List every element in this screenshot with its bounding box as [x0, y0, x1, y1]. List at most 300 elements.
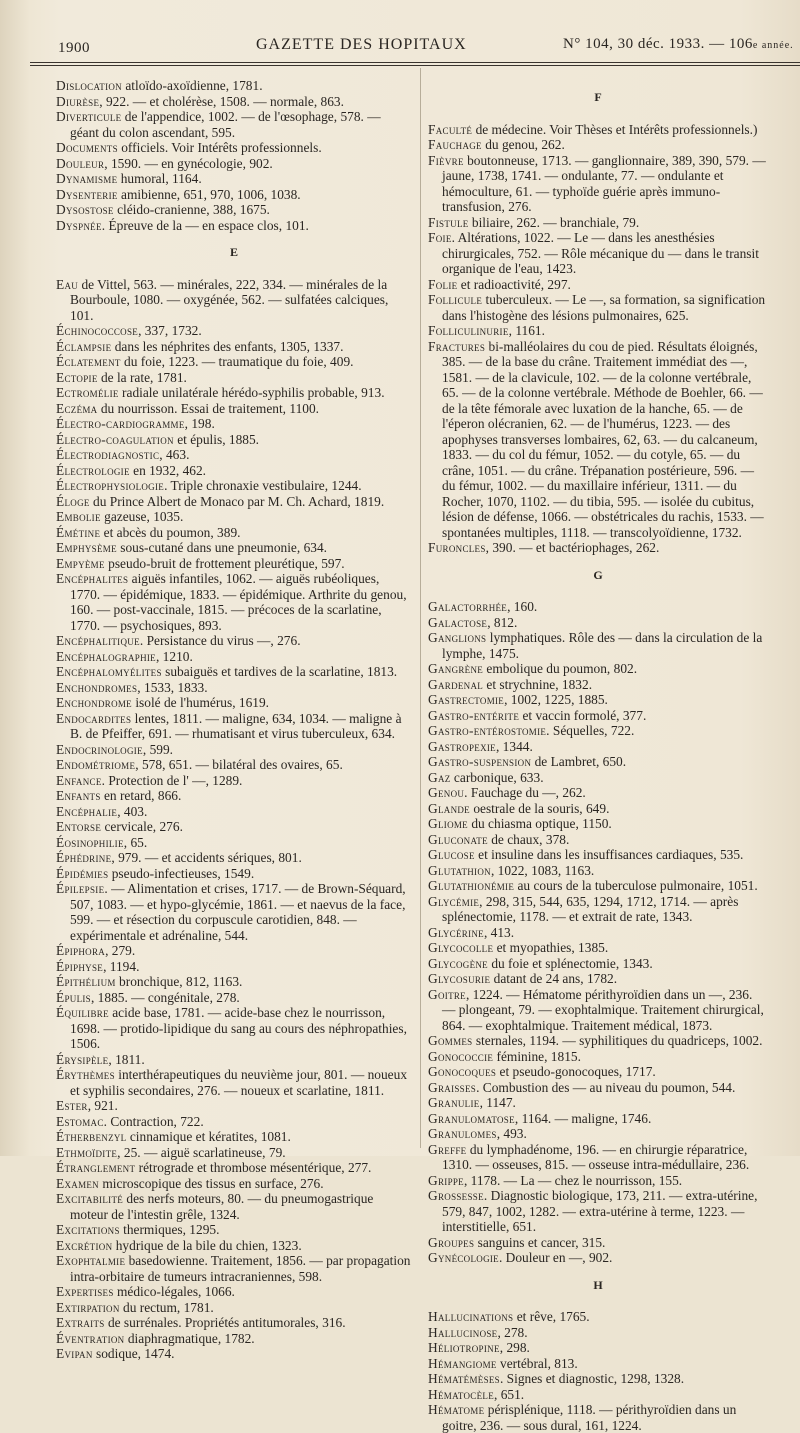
index-entry-dislocation	[56, 78, 412, 94]
entry-references: , 1885. — congénitale, 278.	[90, 989, 240, 1005]
entry-headword: Hématome	[428, 1402, 485, 1417]
entry-references: et myopathies, 1385.	[493, 940, 609, 955]
entry-headword: Éventration	[56, 1330, 125, 1346]
entry-references: , 1178. — La — chez le nourrisson, 155.	[463, 1172, 683, 1188]
entry-references: aiguës infantiles, 1062. — aiguës rubéoliques, 1770. — épidémique, 1833. — épidémique. Arthrite du genou, 160. — post-vaccinale, 1815. — précoces de la scarlatine, 1770. — psychosiques, 893.	[70, 571, 407, 633]
index-entry-ephedrine	[56, 850, 412, 866]
index-entry-folliculinurie	[428, 323, 768, 339]
index-entry-gommes	[428, 1033, 768, 1049]
index-entry-electrophysiologie	[56, 478, 412, 494]
index-entry-glutathion	[428, 863, 768, 879]
entry-references: , 493.	[496, 1126, 527, 1141]
entry-headword: Érysipèle	[56, 1051, 109, 1067]
index-entry-gangrene	[428, 661, 768, 677]
entry-headword: Exophtalmie	[56, 1253, 126, 1268]
index-entry-glande	[428, 801, 768, 817]
entry-references: tuberculeux. — Le —, sa formation, sa signification dans l'histogène des lésions pulmonaires, 625.	[442, 292, 766, 323]
index-entry-equilibre	[56, 1005, 412, 1052]
index-entry-hallucinations	[428, 1309, 768, 1325]
index-entry-electrologie	[56, 463, 412, 479]
entry-references: et insuline dans les insuffisances cardiaques, 535.	[474, 847, 744, 862]
entry-references: , 25. — aiguë scarlatineuse, 79.	[117, 1144, 286, 1160]
entry-headword: Échinococcose	[56, 323, 139, 338]
entry-headword: Éclampsie	[56, 338, 112, 354]
index-entry-endocrinologie	[56, 742, 412, 758]
entry-headword: Follicule	[428, 292, 483, 307]
entry-references: . Persistance du virus —, 276.	[139, 633, 301, 648]
header-rule-thin	[30, 65, 800, 66]
issue-main: N° 104, 30 déc. 1933. — 106	[563, 36, 753, 52]
entry-headword: Épithélium	[56, 974, 116, 989]
entry-references: de Lambret, 650.	[531, 754, 627, 769]
index-entry-entorse	[56, 819, 412, 835]
index-entry-electro-cardiogramme	[56, 416, 412, 432]
index-entry-empyeme	[56, 556, 412, 572]
entry-headword: Dynamisme	[56, 171, 118, 186]
index-entry-ganglions	[428, 630, 768, 661]
entry-references: , 651.	[494, 1386, 525, 1402]
index-entry-dynamisme	[56, 171, 412, 187]
entry-references: , 298, 315, 544, 635, 1294, 1712, 1714. — après splénectomie, 1178. — et extrait de rate, 1343.	[442, 893, 739, 924]
index-entry-grippe	[428, 1173, 768, 1189]
entry-references: atloïdo-axoïdienne, 1781.	[121, 78, 263, 93]
index-entry-granulie	[428, 1095, 768, 1111]
entry-references: radiale unilatérale hérédo-syphilis probable, 913.	[118, 385, 385, 400]
entry-references: embolique du poumon, 802.	[483, 661, 638, 676]
entry-references: , 1344.	[495, 738, 533, 754]
entry-headword: Ethmoïdite	[56, 1144, 118, 1160]
entry-references: , 198.	[184, 416, 215, 431]
entry-references: pseudo-infectieuses, 1549.	[108, 865, 255, 881]
entry-references: en retard, 866.	[100, 788, 182, 803]
entry-headword: Granulie	[428, 1095, 480, 1110]
entry-references: . Protection de l' —, 1289.	[101, 772, 243, 788]
entry-references: du foie et splénectomie, 1343.	[487, 955, 653, 971]
entry-references: , 403.	[117, 803, 148, 819]
entry-references: , 65.	[123, 834, 148, 850]
entry-headword: Encéphalitique	[56, 633, 140, 648]
entry-headword: Encéphalites	[56, 571, 129, 586]
index-entry-furoncles	[428, 540, 768, 556]
entry-references: bi-malléolaires du cou de pied. Résultats éloignés, 385. — de la base du crâne. Traitement immédiat des —, 1581. — de la clavicule, 102. — de la colonne vertébrale, 65. — de la colonne vertébrale. Méthode de Boehler, 66. — de la tête fémorale avec luxation de la hanche, 65. — de l'éperon olécranien, 62. — de l'humérus, 1223. — des apophyses transverses lombaires, 62, 63. — du calcaneum, 1833. — du col du fémur, 1052. — du cotyle, 65. — du crâne, 1051. — du crâne. Trépanation postérieure, 596. — du fémur, 1002. — du maxillaire inférieur, 1311. — du Rocher, 1070, 1102. — du tibia, 595. — isolée du cubitus, lésion de défense, 1066. — obstétricales du rachis, 1533. — spontanées multiples, 1118. — transcolyoïdienne, 1732.	[442, 338, 764, 540]
index-entry-encephalomyelites	[56, 664, 412, 680]
entry-headword: Extirpation	[56, 1299, 120, 1315]
entry-headword: Gastro-entérite	[428, 707, 520, 723]
entry-references: médico-légales, 1066.	[113, 1284, 235, 1299]
entry-headword: Gynécologie	[428, 1250, 499, 1265]
index-entry-ectromelie	[56, 385, 412, 401]
index-entry-etherbenzyl	[56, 1129, 412, 1145]
entry-headword: Hémangiome	[428, 1355, 497, 1371]
entry-references: , 1533, 1833.	[137, 679, 208, 695]
entry-headword: Glycérine	[428, 924, 484, 940]
entry-headword: Glycosurie	[428, 971, 491, 986]
entry-headword: Enchondrome	[56, 695, 132, 710]
entry-references: et épulis, 1885.	[173, 431, 260, 447]
entry-references: du lymphadénome, 196. — en chirurgie réparatrice, 1310. — osseuses, 815. — osseuse intra-médullaire, 236.	[442, 1141, 750, 1172]
entry-headword: Galactose	[428, 614, 488, 630]
entry-references: , 1811.	[108, 1051, 145, 1067]
entry-headword: Étherbenzyl	[56, 1129, 127, 1144]
entry-references: en 1932, 462.	[129, 462, 207, 478]
entry-references: , 812.	[487, 614, 518, 630]
section-letter-e: E	[229, 245, 238, 259]
index-entry-diurese	[56, 94, 412, 110]
index-entry-ester	[56, 1098, 412, 1114]
entry-headword: Graisses	[428, 1079, 477, 1095]
entry-headword: Électrophysiologie	[56, 478, 165, 493]
column-divider	[420, 68, 421, 1148]
entry-references: . Diagnostic biologique, 173, 211. — extra-utérine, 579, 847, 1002, 1282. — extra-utérine à terme, 1223. — interstitielle, 651.	[442, 1188, 758, 1234]
index-entry-glucose	[428, 847, 768, 863]
entry-references: gazeuse, 1035.	[100, 509, 184, 524]
entry-headword: Glycogène	[428, 955, 488, 971]
index-entry-glycerine	[428, 925, 768, 941]
index-entry-gastropexie	[428, 739, 768, 755]
entry-references: , 279.	[105, 943, 136, 958]
entry-references: du foie, 1223. — traumatique du foie, 409.	[120, 354, 354, 369]
entry-references: bronchique, 812, 1163.	[115, 974, 243, 989]
entry-headword: Gangrène	[428, 661, 484, 676]
entry-references: et pseudo-gonocoques, 1717.	[496, 1064, 656, 1079]
entry-references: . Fauchage du —, 262.	[464, 785, 586, 800]
entry-references: sanguins et cancer, 315.	[474, 1234, 606, 1250]
index-entry-gastro-enterostomie	[428, 723, 768, 739]
entry-headword: Grippe	[428, 1172, 464, 1188]
entry-references: cinnamique et kératites, 1081.	[126, 1129, 291, 1144]
entry-headword: Eau	[56, 276, 79, 292]
entry-headword: Gaz	[428, 769, 451, 785]
index-entry-glycosurie	[428, 971, 768, 987]
entry-references: cléido-cranienne, 388, 1675.	[113, 202, 270, 217]
index-entry-hemangiome	[428, 1356, 768, 1372]
entry-headword: Ganglions	[428, 630, 487, 645]
entry-references: , 578, 651. — bilatéral des ovaires, 65.	[135, 757, 343, 772]
entry-references: et rêve, 1765.	[513, 1309, 590, 1324]
section-letter-h: H	[593, 1277, 603, 1292]
entry-headword: Éphédrine	[56, 850, 112, 865]
entry-references: basedowienne. Traitement, 1856. — par propagation intra-orbitaire de tumeurs intracraniennes, 598.	[70, 1253, 411, 1284]
index-entry-extraits	[56, 1315, 412, 1331]
index-entry-echinococcose	[56, 323, 412, 339]
entry-references: , 922. — et cholérèse, 1508. — normale, 863.	[99, 93, 344, 109]
index-entry-gastro-enterite	[428, 708, 768, 724]
index-entry-erythemes	[56, 1067, 412, 1098]
index-entry-grossesse	[428, 1188, 768, 1235]
index-entry-granulomes	[428, 1126, 768, 1142]
index-entry-genou	[428, 785, 768, 801]
entry-headword: Expertises	[56, 1284, 114, 1299]
index-entry-dysenterie	[56, 187, 412, 203]
entry-references: , 1194.	[103, 958, 140, 974]
index-entry-epithelium	[56, 974, 412, 990]
entry-headword: Ectromélie	[56, 385, 119, 400]
index-entry-documents	[56, 140, 412, 156]
entry-references: de Vittel, 563. — minérales, 222, 334. — minérales de la Bourboule, 1080. — oxygénée, 562. — sulfatées calciques, 101.	[70, 276, 389, 323]
entry-headword: Diverticule	[56, 109, 122, 124]
index-entry-fistule	[428, 215, 768, 231]
entry-references: de la rate, 1781.	[97, 369, 187, 385]
entry-headword: Électrologie	[56, 462, 130, 478]
index-entry-encephalographie	[56, 649, 412, 665]
entry-references: sternales, 1194. — syphilitiques du quadriceps, 1002.	[472, 1033, 763, 1048]
entry-references: . Altérations, 1022. — Le — dans les anesthésies chirurgicales, 752. — Rôle mécanique du — dans le transit organique de l'eau, 1423.	[442, 230, 759, 276]
entry-headword: Épulis	[56, 989, 91, 1005]
index-entry-emphyseme	[56, 540, 412, 556]
index-entry-electrodiagnostic	[56, 447, 412, 463]
index-entry-hematome	[428, 1402, 768, 1433]
index-entry-estomac	[56, 1114, 412, 1130]
index-entry-eventration	[56, 1331, 412, 1347]
entry-references: des nerfs moteurs, 80. — du pneumogastrique moteur de l'intestin grêle, 1324.	[70, 1191, 374, 1222]
entry-references: , 1161.	[508, 323, 545, 338]
entry-references: microscopique des tissus en surface, 276.	[98, 1175, 324, 1191]
entry-headword: Granulomes	[428, 1126, 497, 1141]
index-entry-encephalitique	[56, 633, 412, 649]
index-entry-enchondrome	[56, 695, 412, 711]
entry-headword: Hallucinose	[428, 1324, 498, 1340]
index-entry-gonococcie	[428, 1049, 768, 1065]
entry-references: , 979. — et accidents sériques, 801.	[111, 850, 302, 865]
index-entry-epiphyse	[56, 959, 412, 975]
index-entry-glycemie	[428, 894, 768, 925]
index-entry-glycocolle	[428, 940, 768, 956]
index-entry-eau	[56, 277, 412, 324]
index-entry-groupes	[428, 1235, 768, 1251]
entry-headword: Folliculinurie	[428, 323, 509, 338]
entry-headword: Glande	[428, 800, 470, 816]
entry-headword: Estomac	[56, 1113, 104, 1129]
index-entry-foie	[428, 230, 768, 277]
entry-references: de chaux, 378.	[487, 831, 570, 847]
index-entry-greffe	[428, 1142, 768, 1173]
entry-references: , 298.	[499, 1340, 530, 1355]
index-entry-dyspnee	[56, 218, 412, 234]
index-entry-eloge	[56, 494, 412, 510]
entry-headword: Gliome	[428, 816, 468, 831]
index-entry-endocardites	[56, 711, 412, 742]
entry-headword: Gommes	[428, 1033, 473, 1048]
entry-headword: Enfants	[56, 788, 101, 803]
entry-headword: Fistule	[428, 214, 469, 230]
entry-references: de médecine. Voir Thèses et Intérêts professionnels.)	[472, 121, 758, 137]
entry-headword: Hallucinations	[428, 1309, 514, 1324]
entry-references: biliaire, 262. — branchiale, 79.	[468, 214, 640, 230]
index-entry-fauchage	[428, 137, 768, 153]
entry-references: . Douleur en —, 902.	[498, 1250, 613, 1265]
index-entry-gardenal	[428, 677, 768, 693]
entry-headword: Épilepsie	[56, 881, 105, 896]
entry-headword: Fièvre	[428, 152, 464, 168]
index-entry-exophtalmie	[56, 1253, 412, 1284]
entry-references: , 921.	[87, 1098, 118, 1113]
entry-headword: Glycémie	[428, 893, 480, 909]
entry-headword: Excitabilité	[56, 1191, 124, 1206]
entry-references: . Épreuve de la — en espace clos, 101.	[101, 217, 309, 233]
index-entry-emetine	[56, 525, 412, 541]
entry-headword: Douleur	[56, 155, 105, 171]
entry-references: rétrograde et thrombose mésentérique, 277.	[135, 1160, 372, 1175]
entry-references: lymphatiques. Rôle des — dans la circulation de la lymphe, 1475.	[442, 630, 763, 661]
index-entry-excitabilite	[56, 1191, 412, 1222]
entry-headword: Gonocoques	[428, 1064, 497, 1079]
entry-headword: Hématocèle	[428, 1386, 495, 1402]
section-letter-f: F	[594, 90, 602, 104]
index-entry-eosinophilie	[56, 835, 412, 851]
entry-headword: Dysenterie	[56, 186, 118, 202]
index-entry-gonocoques	[428, 1064, 768, 1080]
index-entry-enfants	[56, 788, 412, 804]
index-entry-fievre	[428, 153, 768, 215]
page-number: 1900	[58, 40, 90, 56]
entry-references: interthérapeutiques du neuvième jour, 801. — noueux et syphilis secondaires, 276. — noueux et scarlatine, 1811.	[70, 1067, 408, 1098]
entry-references: subaiguës et tardives de la scarlatine, 1813.	[161, 664, 398, 679]
entry-headword: Gastropexie	[428, 738, 496, 754]
section-letter-g: G	[593, 567, 603, 582]
entry-references: sodique, 1474.	[92, 1346, 175, 1361]
entry-headword: Faculté	[428, 121, 473, 137]
index-entry-gliome	[428, 816, 768, 832]
entry-references: . Triple chronaxie vestibulaire, 1244.	[164, 478, 362, 493]
index-entry-erysipele	[56, 1052, 412, 1068]
running-header	[28, 36, 800, 58]
entry-headword: Étranglement	[56, 1160, 136, 1175]
entry-headword: Gonococcie	[428, 1048, 494, 1064]
entry-references: du Prince Albert de Monaco par M. Ch. Achard, 1819.	[89, 493, 385, 509]
index-entry-endometriome	[56, 757, 412, 773]
index-entry-epiphora	[56, 943, 412, 959]
entry-references: acide base, 1781. — acide-base chez le nourrisson, 1698. — protido-lipidique du sang au cours des néphropathies, 1506.	[70, 1005, 407, 1051]
index-entry-graisses	[428, 1080, 768, 1096]
index-entry-eclampsie	[56, 339, 412, 355]
entry-references: et abcès du poumon, 389.	[100, 524, 241, 540]
entry-headword: Enfance	[56, 772, 102, 788]
index-entry-gastro-suspension	[428, 754, 768, 770]
entry-references: boutonneuse, 1713. — ganglionnaire, 389, 390, 579. — jaune, 1738, 1741. — ondulante, 77. — ondulante et hémoculture, 61. — typhoïde guérie après immuno-transfusion, 276.	[442, 152, 766, 214]
index-entry-hematocele	[428, 1387, 768, 1403]
index-entry-expertises	[56, 1284, 412, 1300]
entry-headword: Épiphyse	[56, 958, 104, 974]
index-entry-gastrectomie	[428, 692, 768, 708]
entry-headword: Groupes	[428, 1234, 475, 1250]
entry-headword: Foie	[428, 230, 452, 245]
entry-references: . Contraction, 722.	[103, 1113, 204, 1129]
entry-headword: Fauchage	[428, 137, 482, 152]
entry-headword: Gluconate	[428, 831, 488, 847]
entry-headword: Enchondromes	[56, 679, 138, 695]
entry-references: , 278.	[497, 1324, 528, 1340]
entry-headword: Épidémies	[56, 865, 109, 881]
entry-references: , 1590. — en gynécologie, 902.	[104, 155, 273, 171]
entry-references: datant de 24 ans, 1782.	[490, 971, 618, 986]
entry-references: . Combustion des — au niveau du poumon, 544.	[476, 1079, 736, 1095]
index-entry-evipan	[56, 1346, 412, 1362]
index-entry-etranglement	[56, 1160, 412, 1176]
entry-headword: Excitations	[56, 1222, 120, 1237]
entry-headword: Ester	[56, 1098, 88, 1113]
index-entry-folie	[428, 277, 768, 293]
entry-headword: Glucose	[428, 847, 475, 862]
entry-headword: Électro-coagulation	[56, 431, 174, 447]
entry-references: et radioactivité, 297.	[457, 276, 571, 292]
entry-headword: Gastro-entérostomie	[428, 723, 547, 738]
entry-headword: Extraits	[56, 1315, 105, 1330]
entry-headword: Électro-cardiogramme	[56, 416, 185, 431]
entry-headword: Genou	[428, 785, 465, 800]
index-entry-glycogene	[428, 956, 768, 972]
index-entry-excretion	[56, 1238, 412, 1254]
entry-headword: Éloge	[56, 493, 90, 509]
entry-headword: Diurèse	[56, 93, 100, 109]
index-entry-excitations	[56, 1222, 412, 1238]
entry-headword: Électrodiagnostic	[56, 447, 160, 462]
index-entry-douleur	[56, 156, 412, 172]
index-entry-examen	[56, 1176, 412, 1192]
entry-references: isolé de l'humérus, 1619.	[131, 695, 270, 710]
entry-headword: Goitre	[428, 986, 466, 1002]
entry-headword: Endométriome	[56, 757, 136, 772]
entry-references: et strychnine, 1832.	[483, 676, 593, 692]
entry-references: amibienne, 651, 970, 1006, 1038.	[117, 186, 301, 202]
entry-headword: Grossesse	[428, 1188, 484, 1203]
index-entry-eczema	[56, 401, 412, 417]
right-column	[428, 78, 768, 1433]
entry-headword: Gardenal	[428, 676, 484, 692]
left-column	[56, 78, 412, 1362]
index-entry-diverticule	[56, 109, 412, 140]
entry-references: . — Alimentation et crises, 1717. — de Brown-Séquard, 507, 1083. — et hypo-glycémie, 1861. — et naevus de la face, 599. — et résection du corpuscule carotidien, 848. — expérimentale et adrénaline, 544.	[70, 881, 406, 943]
entry-headword: Entorse	[56, 819, 102, 834]
entry-headword: Emphysème	[56, 540, 117, 555]
entry-headword: Examen	[56, 1175, 99, 1191]
entry-references: , 1210.	[155, 648, 193, 664]
entry-references: thermiques, 1295.	[119, 1222, 220, 1237]
issue-suffix: e année.	[752, 40, 794, 51]
entry-headword: Empyème	[56, 555, 105, 571]
index-entry-galactorrhee	[428, 599, 768, 615]
index-entry-hallucinose	[428, 1325, 768, 1341]
index-entry-encephalites	[56, 571, 412, 633]
issue-info	[563, 36, 794, 53]
index-entry-faculte	[428, 122, 768, 138]
journal-title: GAZETTE DES HOPITAUX	[256, 36, 467, 53]
entry-headword: Furoncles	[428, 540, 486, 555]
entry-references: , 1022, 1083, 1163.	[490, 862, 595, 878]
entry-headword: Dysostose	[56, 202, 114, 217]
entry-references: , 1224. — Hématome périthyroïdien dans un —, 236. — plongeant, 79. — exophtalmique. Traitement chirurgical, 864. — exophtalmique. Traitement médical, 1873.	[442, 986, 764, 1033]
entry-references: , 1002, 1225, 1885.	[504, 692, 608, 707]
entry-headword: Hématémèses	[428, 1371, 500, 1386]
entry-references: , 1164. — maligne, 1746.	[514, 1110, 652, 1126]
index-entry-electro-coagulation	[56, 432, 412, 448]
entry-references: dans les néphrites des enfants, 1305, 1337.	[111, 338, 344, 354]
index-entry-encephalie	[56, 804, 412, 820]
index-entry-gynecologie	[428, 1250, 768, 1266]
entry-headword: Evipan	[56, 1346, 93, 1361]
entry-references: humoral, 1164.	[117, 171, 202, 186]
index-entry-hematemeses	[428, 1371, 768, 1387]
entry-references: du genou, 262.	[481, 137, 565, 152]
entry-headword: Encéphalomyélites	[56, 664, 162, 679]
entry-references: périsplénique, 1118. — périthyroïdien dans un goitre, 236. — sous dural, 161, 1224.	[442, 1402, 737, 1433]
entry-headword: Ectopie	[56, 369, 98, 385]
entry-headword: Encéphalographie	[56, 648, 156, 664]
entry-references: lentes, 1811. — maligne, 634, 1034. — maligne à B. de Pfeiffer, 691. — rhumatisant et virus tuberculeux, 634.	[70, 710, 402, 741]
index-entry-ectopie	[56, 370, 412, 386]
entry-references: . Signes et diagnostic, 1298, 1328.	[499, 1371, 685, 1386]
entry-references: du rectum, 1781.	[119, 1299, 214, 1315]
entry-headword: Gastro-suspension	[428, 754, 532, 769]
